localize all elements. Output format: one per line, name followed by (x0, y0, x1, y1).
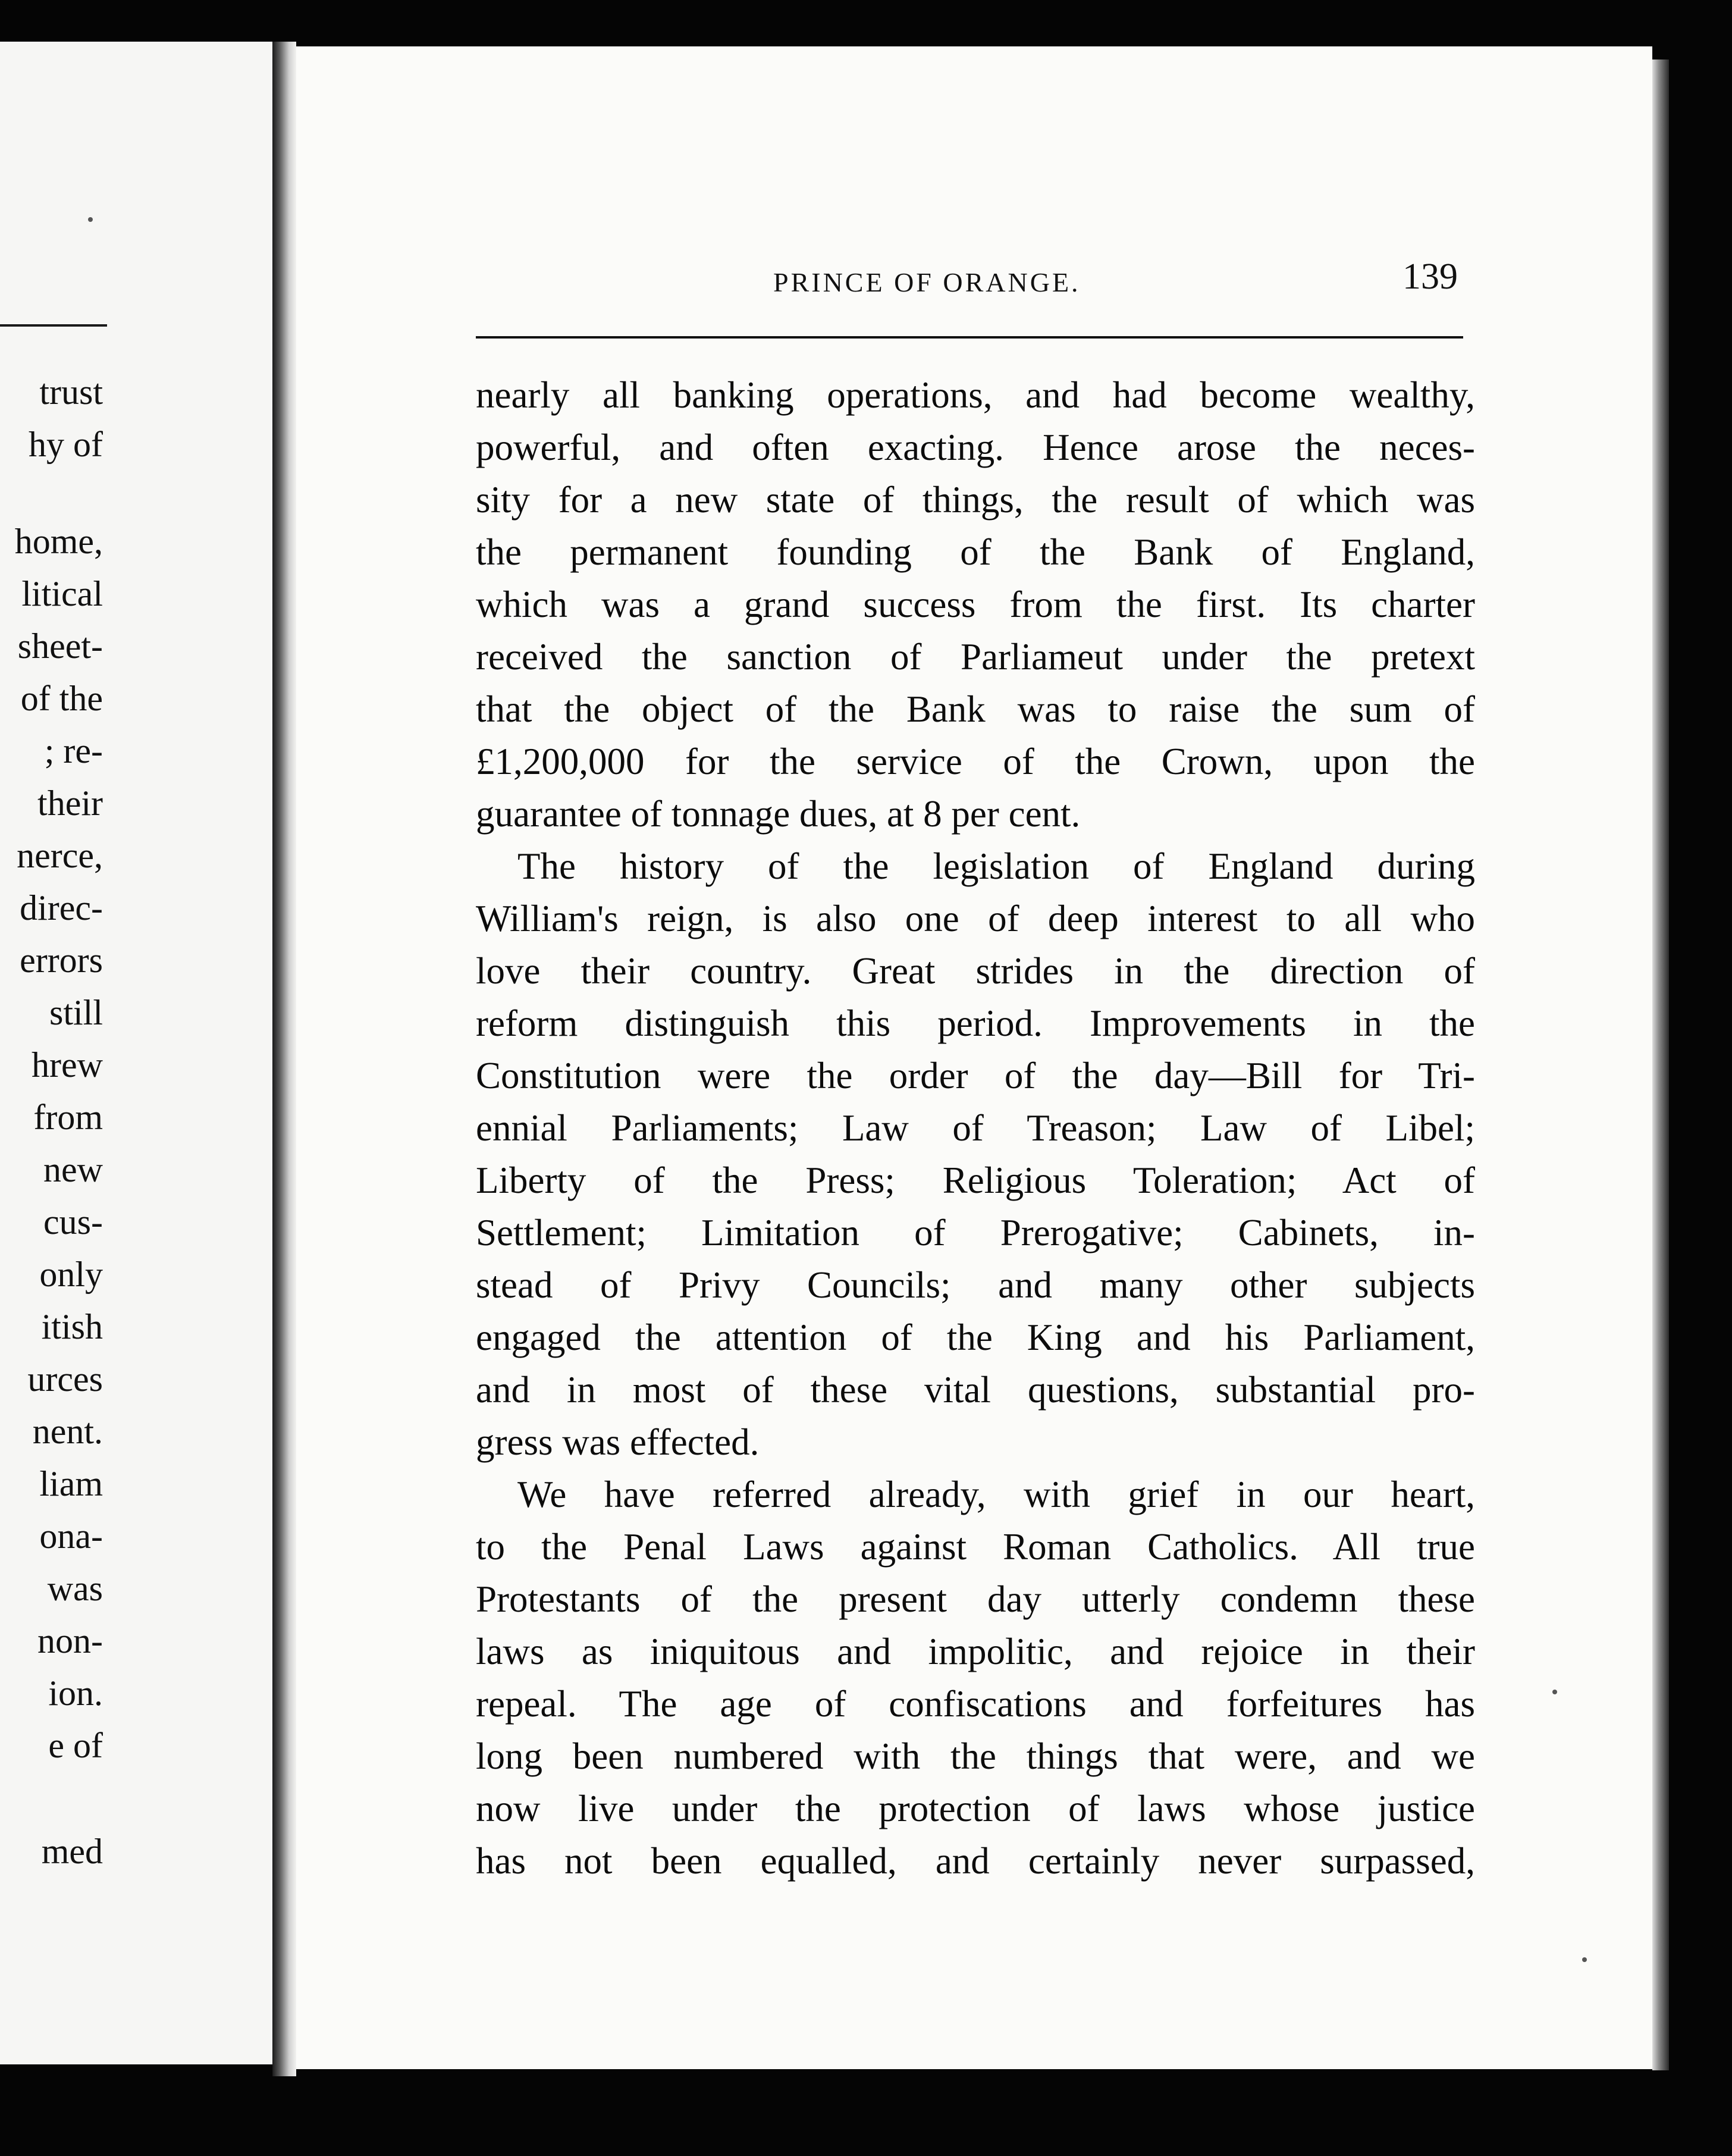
text-line: long been numbered with the things that were, and we (476, 1735, 1475, 1777)
text-line: laws as iniquitous and impolitic, and rejoice in their (476, 1631, 1475, 1672)
page-edge-shadow (1652, 59, 1669, 2070)
left-fragment: home, (14, 522, 103, 561)
paper-speck (1552, 1690, 1557, 1694)
left-fragment: sheet- (17, 626, 103, 666)
left-fragment: nerce, (17, 836, 103, 875)
left-fragment: hrew (32, 1045, 103, 1085)
left-fragment: their (37, 784, 103, 823)
left-fragment: e of (48, 1726, 103, 1765)
text-line: guarantee of tonnage dues, at 8 per cent. (476, 793, 1081, 835)
text-line: to the Penal Laws against Roman Catholics. All true (476, 1526, 1475, 1568)
left-page-rule (0, 324, 107, 327)
text-line: sity for a new state of things, the result of which was (476, 479, 1475, 521)
left-fragment: litical (21, 574, 103, 613)
text-line: £1,200,000 for the service of the Crown, upon the (476, 741, 1475, 782)
text-line: nearly all banking operations, and had become wealthy, (476, 374, 1475, 416)
text-line: Liberty of the Press; Religious Toleration; Act of (476, 1160, 1475, 1201)
left-fragment: liam (39, 1464, 103, 1503)
left-fragment: of the (20, 679, 103, 718)
text-line: which was a grand success from the first. Its charter (476, 584, 1475, 625)
left-fragment: ion. (48, 1674, 103, 1713)
left-fragment: direc- (20, 888, 103, 927)
header-rule (476, 336, 1463, 339)
text-line: has not been equalled, and certainly never surpassed, (476, 1840, 1475, 1882)
left-fragment: non- (37, 1621, 103, 1660)
left-fragment: from (33, 1098, 103, 1137)
running-head: PRINCE OF ORANGE. (773, 267, 1081, 297)
left-fragment: ; re- (44, 731, 103, 770)
left-page-fragments (15, 366, 103, 1878)
text-line: now live under the protection of laws whose justice (476, 1788, 1475, 1829)
left-fragment: med (41, 1832, 103, 1871)
text-line: engaged the attention of the King and his Parliament, (476, 1317, 1475, 1358)
text-line: Constitution were the order of the day—Bill for Tri- (476, 1055, 1475, 1096)
text-line: We have referred already, with grief in our heart, (517, 1474, 1475, 1515)
book-gutter (272, 42, 296, 2076)
text-line: love their country. Great strides in the direction of (476, 950, 1475, 992)
left-fragment: new (43, 1150, 103, 1189)
body-text (476, 369, 1475, 1887)
page-number: 139 (1402, 256, 1458, 297)
text-line: gress was effected. (476, 1421, 760, 1463)
left-fragment: only (39, 1255, 103, 1294)
left-fragment: still (49, 993, 103, 1032)
left-fragment: errors (20, 941, 103, 980)
text-line: repeal. The age of confiscations and forfeitures has (476, 1683, 1475, 1725)
text-line: powerful, and often exacting. Hence arose the neces- (476, 427, 1475, 468)
text-line: Protestants of the present day utterly condemn these (476, 1578, 1475, 1620)
text-line: ennial Parliaments; Law of Treason; Law of Libel; (476, 1107, 1475, 1149)
paper-speck (1582, 1957, 1587, 1962)
text-line: the permanent founding of the Bank of England, (476, 531, 1475, 573)
left-fragment: urces (27, 1359, 103, 1399)
left-fragment: nent. (32, 1412, 103, 1451)
left-fragment: hy of (29, 425, 103, 464)
text-line: Settlement; Limitation of Prerogative; Cabinets, in- (476, 1212, 1475, 1254)
paper-speck (88, 217, 93, 222)
text-line: William's reign, is also one of deep interest to all who (476, 898, 1475, 939)
text-line: and in most of these vital questions, substantial pro- (476, 1369, 1475, 1411)
left-fragment: trust (39, 372, 103, 412)
text-line: stead of Privy Councils; and many other subjects (476, 1264, 1475, 1306)
facing-page-left (0, 42, 272, 2064)
text-line: reform distinguish this period. Improvements in the (476, 1002, 1475, 1044)
left-fragment: itish (41, 1307, 103, 1346)
text-line: The history of the legislation of England during (517, 845, 1475, 887)
text-line: that the object of the Bank was to raise the sum of (476, 688, 1475, 730)
left-fragment: was (47, 1569, 103, 1608)
text-line: received the sanction of Parliameut under the pretext (476, 636, 1475, 678)
left-fragment: cus- (43, 1202, 103, 1242)
left-fragment: ona- (39, 1516, 103, 1556)
